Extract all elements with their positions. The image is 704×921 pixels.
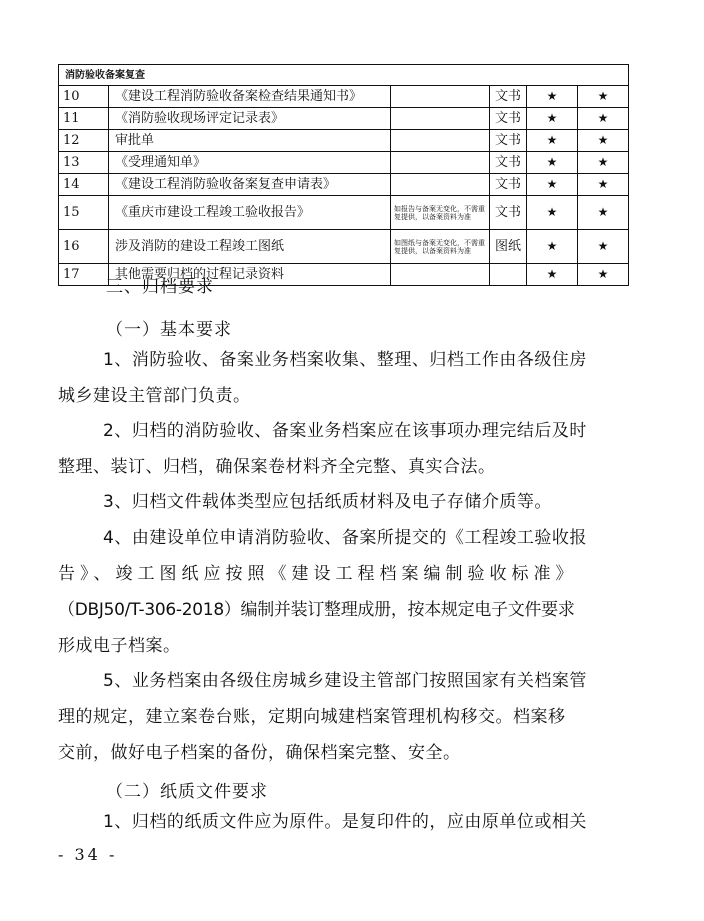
document-type: 文书: [490, 152, 527, 174]
document-name: 涉及消防的建设工程竣工图纸: [109, 230, 391, 264]
table-row: [59, 130, 629, 152]
paragraph-line: 5、业务档案由各级住房城乡建设主管部门按照国家有关档案管: [103, 671, 587, 691]
paragraph-line: 形成电子档案。: [58, 636, 181, 656]
required-star: ★: [578, 130, 629, 152]
subheading-paper-requirements: （二）纸质文件要求: [106, 782, 268, 802]
table-row: [59, 196, 629, 230]
required-star: ★: [527, 264, 578, 286]
row-note: [391, 152, 490, 174]
row-note: [391, 174, 490, 196]
required-star: ★: [578, 196, 629, 230]
row-number: 11: [59, 108, 109, 130]
row-number: 14: [59, 174, 109, 196]
required-star: ★: [527, 86, 578, 108]
paragraph-line: 3、归档文件载体类型应包括纸质材料及电子存储介质等。: [103, 492, 552, 512]
required-star: ★: [527, 152, 578, 174]
table-row: [59, 108, 629, 130]
document-name: 《建设工程消防验收备案检查结果通知书》: [109, 86, 391, 108]
paragraph-1: [58, 342, 630, 414]
section-title: 消防验收备案复查: [59, 65, 629, 86]
row-number: 17: [59, 264, 109, 286]
row-note: [391, 130, 490, 152]
paragraph-3: [58, 484, 630, 520]
document-name: 其他需要归档的过程记录资料: [109, 264, 391, 286]
document-type: [490, 264, 527, 286]
document-name: 《受理通知单》: [109, 152, 391, 174]
required-star: ★: [578, 108, 629, 130]
row-note: [391, 86, 490, 108]
document-type: 文书: [490, 108, 527, 130]
paragraph-line: （DBJ50/T-306-2018）编制并装订整理成册，按本规定电子文件要求: [58, 600, 575, 620]
paragraph-2: [58, 413, 630, 485]
paragraph-line: 2、归档的消防验收、备案业务档案应在该事项办理完结后及时: [103, 421, 587, 441]
paragraph-5: [58, 663, 630, 771]
paragraph-line: 城乡建设主管部门负责。: [58, 386, 251, 406]
paragraph-line: 告》、竣工图纸应按照《建设工程档案编制验收标准》: [58, 564, 578, 584]
table-section-row: [59, 65, 629, 86]
paragraph-line: 整理、装订、归档，确保案卷材料齐全完整、真实合法。: [58, 457, 496, 477]
document-name: 审批单: [109, 130, 391, 152]
required-star: ★: [578, 86, 629, 108]
row-number: 12: [59, 130, 109, 152]
document-type: 文书: [490, 174, 527, 196]
document-type: 文书: [490, 196, 527, 230]
paragraph-4: [58, 520, 630, 664]
required-star: ★: [578, 230, 629, 264]
table-row: [59, 86, 629, 108]
required-star: ★: [527, 108, 578, 130]
table-row: [59, 174, 629, 196]
subheading-basic-requirements: （一）基本要求: [106, 320, 232, 340]
paragraph-line: 交前，做好电子档案的备份，确保档案完整、安全。: [58, 743, 461, 763]
required-star: ★: [578, 174, 629, 196]
required-star: ★: [527, 230, 578, 264]
archive-table: [58, 64, 629, 286]
document-name: 《建设工程消防验收备案复查申请表》: [109, 174, 391, 196]
table-row: [59, 230, 629, 264]
row-note: 如图纸与备案无变化，不需重复提供，以备案资料为准: [391, 230, 490, 264]
paragraph-line: 理的规定，建立案卷台账，定期向城建档案管理机构移交。档案移: [58, 707, 566, 727]
required-star: ★: [527, 196, 578, 230]
document-type: 文书: [490, 86, 527, 108]
required-star: ★: [578, 264, 629, 286]
document-type: 文书: [490, 130, 527, 152]
required-star: ★: [527, 174, 578, 196]
paragraph-line: 4、由建设单位申请消防验收、备案所提交的《工程竣工验收报: [103, 528, 587, 548]
row-number: 13: [59, 152, 109, 174]
paragraph-6: [58, 804, 630, 840]
document-name: 《消防验收现场评定记录表》: [109, 108, 391, 130]
row-number: 10: [59, 86, 109, 108]
document-name: 《重庆市建设工程竣工验收报告》: [109, 196, 391, 230]
row-note: [391, 264, 490, 286]
section-heading-archive-requirements: 三、归档要求: [106, 277, 214, 297]
paragraph-line: 1、消防验收、备案业务档案收集、整理、归档工作由各级住房: [103, 350, 587, 370]
required-star: ★: [578, 152, 629, 174]
table-row: [59, 152, 629, 174]
page-number: - 34 -: [58, 845, 118, 864]
row-note: [391, 108, 490, 130]
row-note: 如报告与备案无变化，不需重复提供，以备案资料为准: [391, 196, 490, 230]
document-type: 图纸: [490, 230, 527, 264]
row-number: 15: [59, 196, 109, 230]
paragraph-line: 1、归档的纸质文件应为原件。是复印件的，应由原单位或相关: [103, 812, 587, 832]
required-star: ★: [527, 130, 578, 152]
row-number: 16: [59, 230, 109, 264]
